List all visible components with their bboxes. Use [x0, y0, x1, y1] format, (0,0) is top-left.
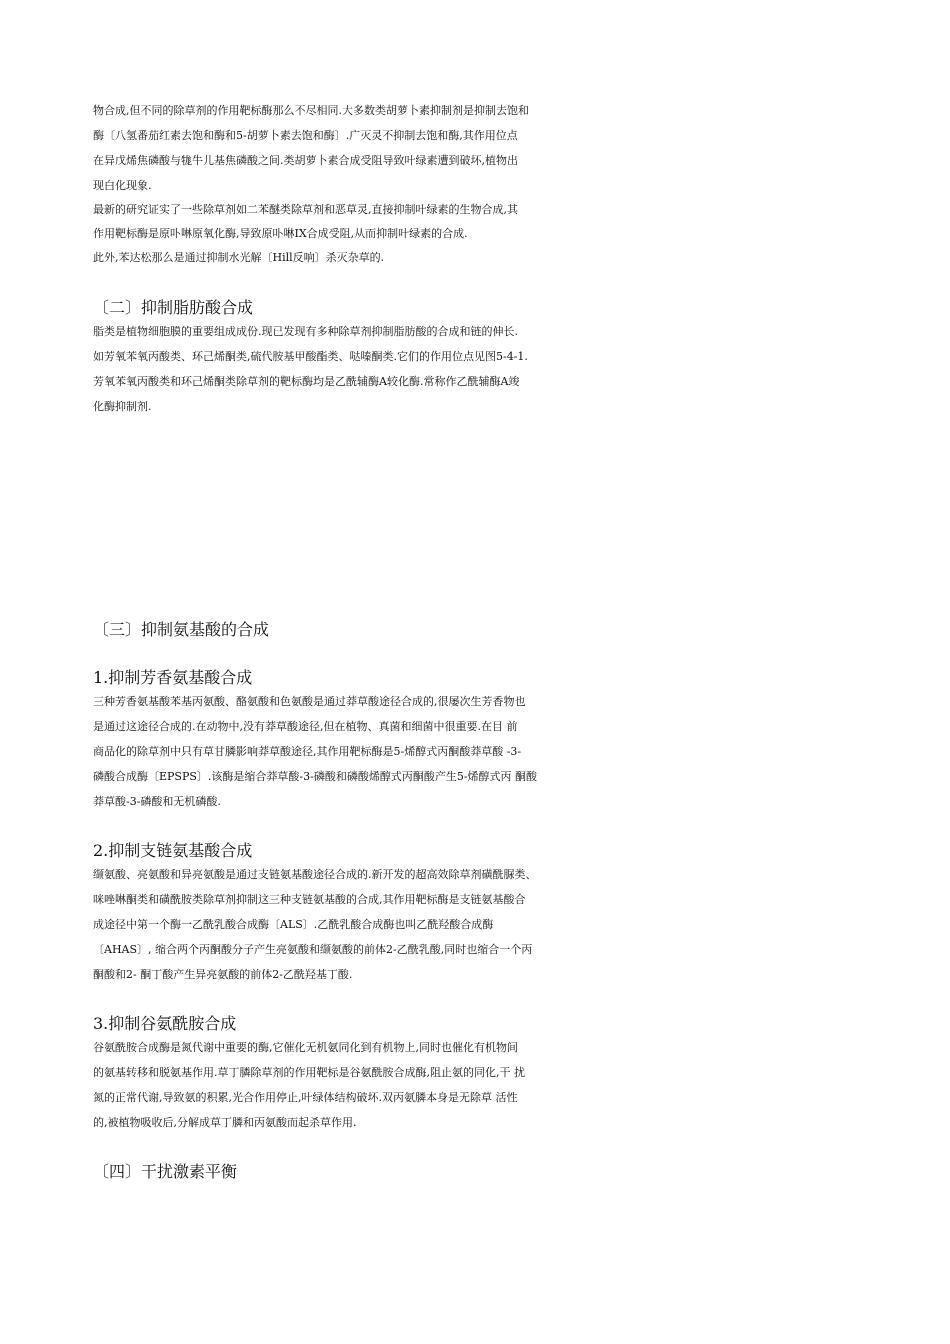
paragraph-line: 的氨基转移和脱氨基作用.草丁膦除草剂的作用靶标是谷氨酰胺合成酶,阻止氨的同化,干 扰 — [93, 1066, 525, 1079]
paragraph-line: 氮的正常代谢,导致氨的积累,光合作用停止,叶绿体结构破坏.双丙氨膦本身是无除草 活性 — [93, 1091, 518, 1104]
section-heading: 〔四〕干扰激素平衡 — [93, 1162, 238, 1181]
paragraph-line: 化酶抑制剂. — [93, 400, 152, 413]
paragraph-line: 此外,苯达松那么是通过抑制水光解〔Hill反响〕杀灭杂草的. — [93, 251, 385, 264]
subsection-heading: 3.抑制谷氨酰胺合成 — [93, 1014, 237, 1033]
paragraph-line: 商品化的除草剂中只有草甘膦影响莽草酸途径,其作用靶标酶是5-烯醇式丙酮酸莽草酸 -3- — [93, 745, 522, 758]
paragraph-line: 莽草酸-3-磷酸和无机磷酸. — [93, 795, 221, 808]
paragraph-line: 缬氨酸、亮氨酸和异亮氨酸是通过支链氨基酸途径合成的.新开发的超高效除草剂磺酰脲类、 — [93, 868, 537, 881]
paragraph-line: 酶〔八氢番茄红素去饱和酶和5-胡萝卜素去饱和酶〕.广灭灵不抑制去饱和酶,其作用位点 — [93, 129, 518, 142]
paragraph-line: 在异戊烯焦磷酸与牻牛儿基焦磷酸之间.类胡萝卜素合成受阻导致叶绿素遭到破坏,植物出 — [93, 154, 518, 167]
paragraph-line: 磷酸合成酶〔EPSPS〕.该酶是缩合莽草酸-3-磷酸和磷酸烯醇式丙酮酸产生5-烯醇式丙 酮酸 — [93, 770, 538, 783]
paragraph-line: 成途径中第一个酶一乙酰乳酸合成酶〔ALS〕.乙酰乳酸合成酶也叫乙酰羟酸合成酶 — [93, 918, 494, 931]
paragraph-line: 的,被植物吸收后,分解成草丁膦和丙氨酸而起杀草作用. — [93, 1116, 357, 1129]
paragraph-line: 芳氧苯氧丙酸类和环己烯酮类除草剂的靶标酶均是乙酰辅酶A较化酶.常称作乙酰辅酶A竣 — [93, 375, 520, 388]
subsection-heading: 2.抑制支链氨基酸合成 — [93, 841, 253, 860]
subsection-heading: 1.抑制芳香氨基酸合成 — [93, 668, 253, 687]
paragraph-line: 是通过这途径合成的.在动物中,没有莽草酸途径,但在植物、真菌和细菌中很重要.在目 前 — [93, 720, 518, 733]
section-heading: 〔三〕抑制氨基酸的合成 — [93, 620, 270, 639]
paragraph-line: 作用靶标酶是原卟啉原氧化酶,导致原卟啉IX合成受阻,从而抑制叶绿素的合成. — [93, 227, 468, 240]
paragraph-line: 谷氨酰胺合成酶是氮代谢中重要的酶,它催化无机氨同化到有机物上,同时也催化有机物间 — [93, 1041, 518, 1054]
paragraph-line: 现白化现象. — [93, 179, 152, 192]
paragraph-line: 物合成,但不同的除草剂的作用靶标酶那么不尽相同.大多数类胡萝卜素抑制剂是抑制去饱和 — [93, 104, 529, 117]
paragraph-line: 最新的研究证实了一些除草剂如二苯醚类除草剂和恶草灵,直接抑制叶绿素的生物合成,其 — [93, 203, 518, 216]
paragraph-line: 脂类是植物细胞膜的重要组成成份.现已发现有多种除草剂抑制脂肪酸的合成和链的伸长. — [93, 325, 518, 338]
paragraph-line: 三种芳香氨基酸苯基丙氨酸、酪氨酸和色氨酸是通过莽草酸途径合成的,很屡次生芳香物也 — [93, 695, 526, 708]
paragraph-line: 咪唑啉酮类和磺酰胺类除草剂抑制这三种支链氨基酸的合成,其作用靶标酶是支链氨基酸合 — [93, 893, 526, 906]
section-heading: 〔二〕抑制脂肪酸合成 — [93, 298, 254, 317]
paragraph-line: 〔AHAS〕, 缩合两个丙酮酸分子产生亮氨酸和缬氨酸的前体2-乙酰乳酸,同时也缩合一个丙 — [93, 943, 533, 956]
paragraph-line: 如芳氧苯氧丙酸类、环己烯酮类,硫代胺基甲酸酯类、哒嗪酮类.它们的作用位点见图5-4-1. — [93, 350, 528, 363]
paragraph-line: 酮酸和2- 酮丁酸产生异亮氨酸的前体2-乙酰羟基丁酸. — [93, 968, 353, 981]
